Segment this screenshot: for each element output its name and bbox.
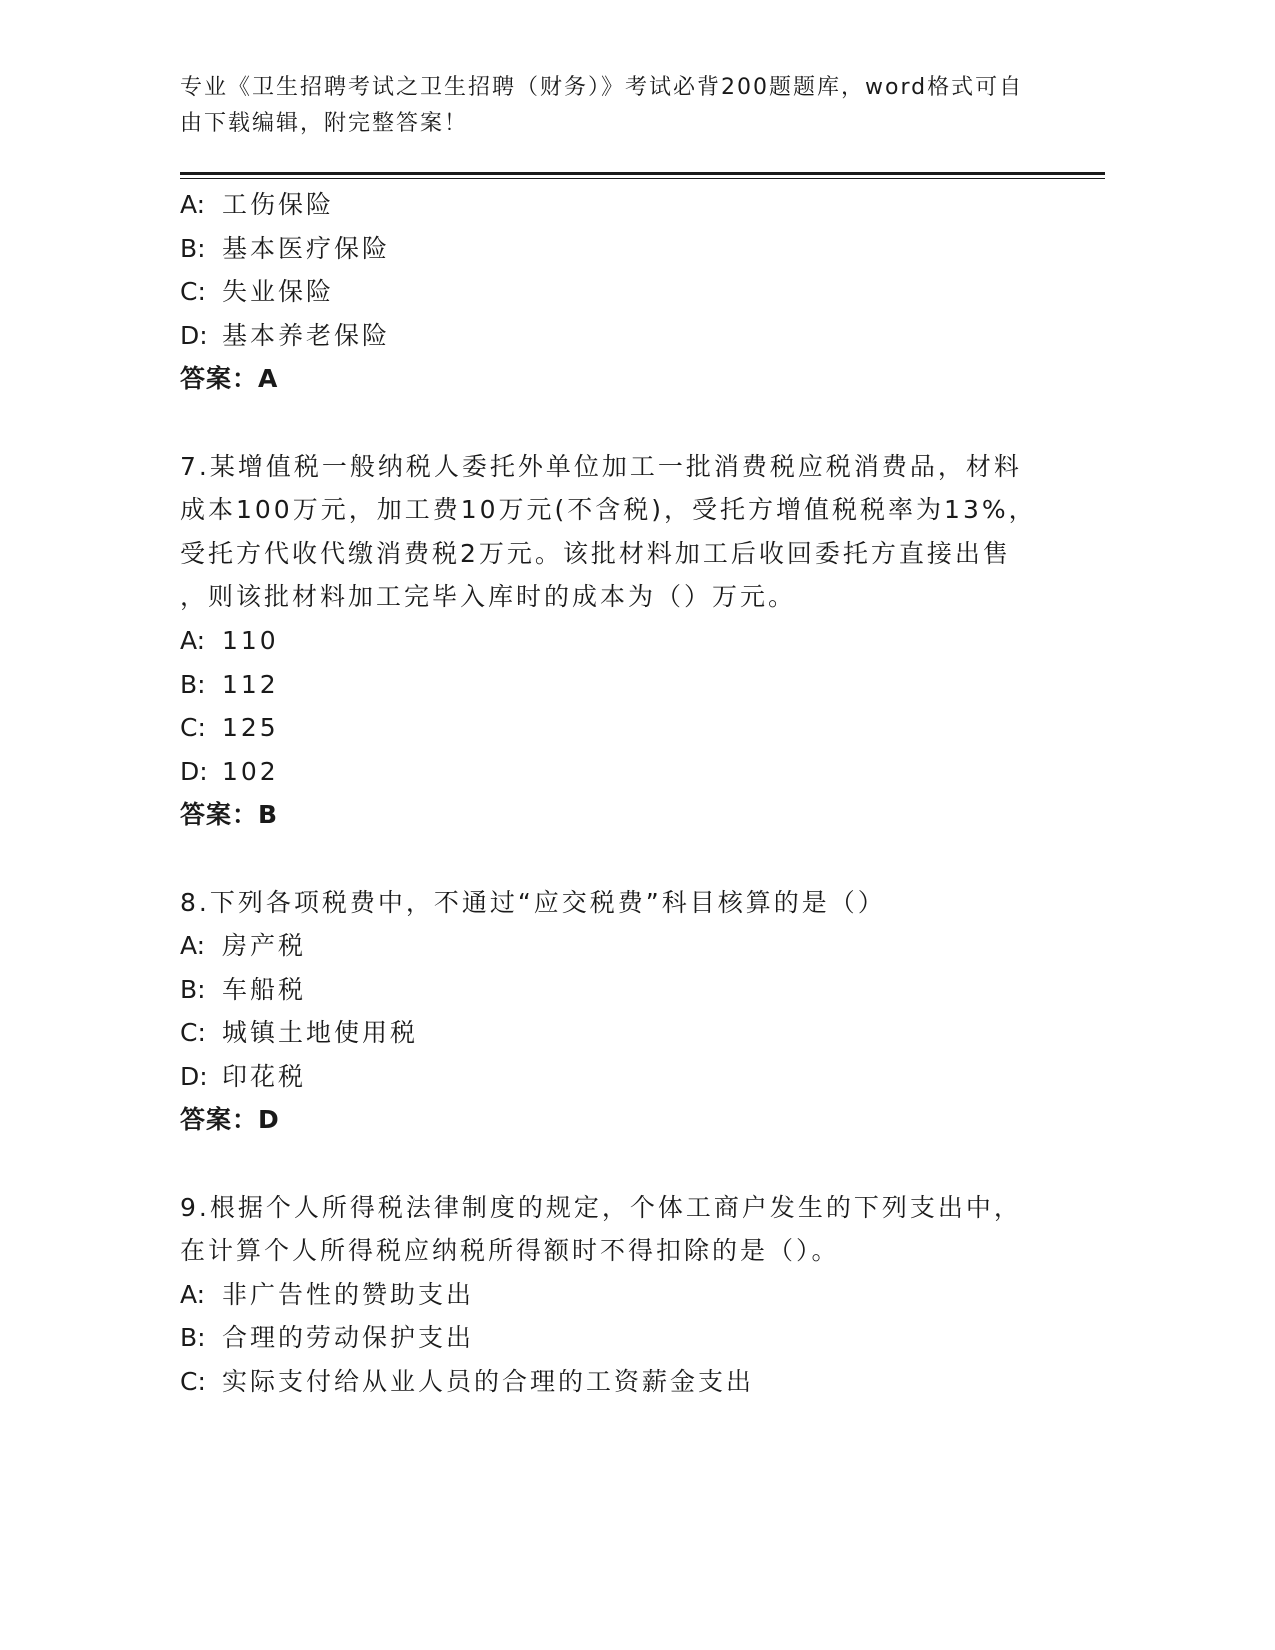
option-key: B: bbox=[180, 669, 206, 699]
option-a bbox=[180, 183, 1040, 227]
header-rule-thick bbox=[180, 172, 1105, 175]
answer-line: 答案：A bbox=[180, 364, 279, 394]
question-stem-line: 8.下列各项税费中，不通过“应交税费”科目核算的是（） bbox=[180, 887, 886, 917]
option-key: A: bbox=[180, 1279, 206, 1309]
option-key: D: bbox=[180, 1061, 208, 1091]
question-8 bbox=[180, 881, 1040, 1143]
option-a bbox=[180, 924, 1040, 968]
option-text: 车船税 bbox=[222, 974, 307, 1004]
option-key: D: bbox=[180, 756, 208, 786]
question-stem-line: 9.根据个人所得税法律制度的规定，个体工商户发生的下列支出中， bbox=[180, 1192, 1022, 1222]
question-9 bbox=[180, 1186, 1040, 1404]
answer-line: 答案：B bbox=[180, 800, 279, 830]
option-b bbox=[180, 968, 1040, 1012]
option-c bbox=[180, 706, 1040, 750]
option-d bbox=[180, 750, 1040, 794]
option-text: 工伤保险 bbox=[222, 190, 335, 219]
answer-line: 答案：D bbox=[180, 1105, 280, 1135]
option-c bbox=[180, 1011, 1040, 1055]
spacer bbox=[180, 837, 1040, 881]
header-line-2: 由下载编辑，附完整答案！ bbox=[180, 111, 469, 136]
option-b bbox=[180, 663, 1040, 707]
option-text: 110 bbox=[222, 625, 279, 655]
option-key: C: bbox=[180, 713, 206, 743]
option-text: 基本医疗保险 bbox=[222, 233, 391, 263]
question-stem-line: 受托方代收代缴消费税2万元。该批材料加工后收回委托方直接出售 bbox=[180, 538, 1011, 568]
option-text: 城镇土地使用税 bbox=[222, 1018, 419, 1048]
question-stem-line: 成本100万元，加工费10万元(不含税)，受托方增值税税率为13%， bbox=[180, 495, 1037, 525]
question-stem-line: ，则该批材料加工完毕入库时的成本为（）万元。 bbox=[180, 582, 797, 612]
option-key: D: bbox=[180, 320, 208, 350]
option-text: 125 bbox=[222, 713, 279, 743]
option-text: 基本养老保险 bbox=[222, 320, 391, 350]
option-key: A: bbox=[180, 625, 206, 655]
question-content bbox=[180, 183, 1040, 1404]
option-text: 印花税 bbox=[222, 1061, 307, 1091]
option-key: B: bbox=[180, 1323, 206, 1353]
option-key: C: bbox=[180, 277, 206, 307]
option-b bbox=[180, 227, 1040, 271]
option-text: 合理的劳动保护支出 bbox=[222, 1323, 475, 1353]
header-rule-thin bbox=[180, 178, 1105, 179]
option-key: A: bbox=[180, 931, 206, 961]
question-stem-line: 在计算个人所得税应纳税所得额时不得扣除的是（）。 bbox=[180, 1236, 840, 1266]
option-c bbox=[180, 1360, 1040, 1404]
option-b bbox=[180, 1316, 1040, 1360]
option-text: 房产税 bbox=[222, 931, 307, 961]
option-c bbox=[180, 270, 1040, 314]
option-text: 失业保险 bbox=[222, 277, 335, 307]
option-key: B: bbox=[180, 233, 206, 263]
header-line-1: 专业《卫生招聘考试之卫生招聘（财务）》考试必背200题题库，word格式可自 bbox=[180, 75, 1024, 100]
option-a bbox=[180, 1273, 1040, 1317]
spacer bbox=[180, 401, 1040, 445]
option-a bbox=[180, 619, 1040, 663]
option-d bbox=[180, 314, 1040, 358]
option-text: 非广告性的赞助支出 bbox=[222, 1279, 475, 1309]
question-stem-line: 7.某增值税一般纳税人委托外单位加工一批消费税应税消费品，材料 bbox=[180, 451, 1022, 481]
option-key: B: bbox=[180, 974, 206, 1004]
option-text: 实际支付给从业人员的合理的工资薪金支出 bbox=[222, 1367, 755, 1397]
question-7 bbox=[180, 445, 1040, 837]
spacer bbox=[180, 1142, 1040, 1186]
option-text: 112 bbox=[222, 669, 279, 699]
option-key: C: bbox=[180, 1367, 206, 1397]
document-header bbox=[180, 70, 1040, 142]
option-key: A: bbox=[180, 190, 206, 219]
option-d bbox=[180, 1055, 1040, 1099]
option-key: C: bbox=[180, 1018, 206, 1048]
option-text: 102 bbox=[222, 756, 279, 786]
question-block-6 bbox=[180, 183, 1040, 401]
